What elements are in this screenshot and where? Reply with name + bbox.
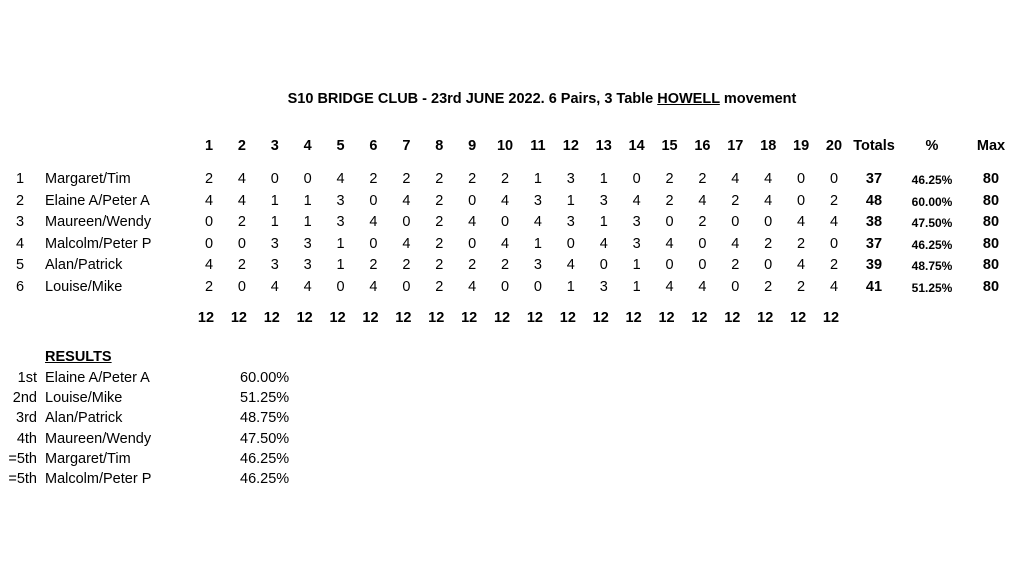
score-cell: 3: [336, 214, 345, 231]
score-cell: 0: [731, 279, 740, 295]
pair-total: 38: [865, 214, 883, 231]
score-cell: 4: [237, 171, 246, 187]
score-cell: 2: [435, 171, 444, 187]
score-cell: 3: [632, 214, 641, 231]
score-cell: 2: [369, 257, 378, 274]
pair-max: 80: [982, 279, 1000, 295]
result-name: Malcolm/Peter P: [45, 471, 152, 487]
pair-name: Elaine A/Peter A: [45, 192, 150, 209]
score-cell: 4: [566, 257, 575, 274]
board-header: 16: [694, 138, 711, 154]
result-name: Elaine A/Peter A: [45, 370, 150, 386]
board-header: 12: [562, 138, 579, 154]
score-cell: 4: [303, 279, 312, 295]
result-percent: 51.25%: [240, 390, 290, 407]
score-cell: 3: [533, 192, 542, 209]
score-cell: 0: [204, 214, 214, 231]
score-cell: 4: [468, 279, 477, 295]
totals-header: Totals: [853, 138, 895, 154]
result-name: Alan/Patrick: [45, 410, 123, 427]
board-total: 12: [461, 310, 478, 326]
score-cell: 2: [435, 235, 444, 252]
score-cell: 0: [566, 235, 575, 252]
score-cell: 2: [797, 235, 806, 252]
score-cell: 4: [336, 171, 345, 187]
score-cell: 2: [731, 257, 740, 274]
result-name: Maureen/Wendy: [45, 430, 152, 447]
board-header: 9: [468, 138, 477, 154]
result-place: 2nd: [12, 390, 37, 407]
score-cell: 0: [829, 235, 839, 252]
board-header: 6: [369, 138, 378, 154]
score-cell: 2: [369, 171, 378, 187]
score-cell: 4: [698, 279, 707, 295]
score-cell: 2: [764, 279, 773, 295]
board-total: 12: [362, 310, 379, 326]
result-percent: 47.50%: [240, 430, 290, 447]
score-cell: 1: [270, 192, 279, 209]
score-cell: 4: [632, 192, 641, 209]
score-cell: 2: [402, 257, 411, 274]
score-cell: 2: [764, 235, 773, 252]
score-cell: 0: [402, 214, 411, 231]
score-cell: 4: [731, 171, 740, 187]
result-percent: 60.00%: [240, 370, 290, 386]
pair-percent: 51.25%: [911, 281, 953, 295]
score-cell: 0: [369, 192, 378, 209]
board-header: 15: [661, 138, 678, 154]
board-total: 12: [757, 310, 774, 326]
board-total: 12: [790, 310, 807, 326]
score-cell: 2: [435, 192, 444, 209]
board-total: 12: [197, 310, 215, 326]
board-total: 12: [526, 310, 543, 326]
pair-name: Louise/Mike: [45, 279, 123, 295]
pair-number: 3: [15, 214, 25, 231]
board-header: 14: [628, 138, 645, 154]
board-total: 12: [724, 310, 741, 326]
board-total: 12: [263, 310, 280, 326]
pair-number: 4: [15, 235, 25, 252]
score-cell: 2: [204, 279, 214, 295]
title-text-before: S10 BRIDGE CLUB - 23rd JUNE 2022. 6 Pairs, 3 Table: [287, 91, 658, 107]
score-cell: 0: [665, 214, 674, 231]
board-header: 11: [530, 138, 546, 154]
score-cell: 2: [698, 171, 707, 187]
pair-percent: 46.25%: [911, 173, 953, 187]
score-cell: 3: [270, 235, 279, 252]
score-cell: 4: [797, 257, 806, 274]
board-total: 12: [625, 310, 642, 326]
board-header: 3: [270, 138, 279, 154]
score-cell: 1: [336, 235, 345, 252]
score-cell: 2: [237, 214, 246, 231]
score-cell: 4: [402, 235, 411, 252]
score-cell: 0: [632, 171, 641, 187]
board-total: 12: [493, 310, 511, 326]
score-cell: 1: [632, 279, 641, 295]
title-movement-name: HOWELL: [657, 91, 720, 107]
result-place: 3rd: [16, 410, 37, 427]
board-header: 13: [595, 138, 612, 154]
board-header: 8: [435, 138, 444, 154]
score-cell: 4: [270, 279, 279, 295]
score-cell: 2: [698, 214, 707, 231]
board-header: 20: [825, 138, 843, 154]
pair-number: 2: [15, 192, 25, 209]
score-cell: 2: [468, 257, 477, 274]
board-header: 17: [727, 138, 744, 154]
score-cell: 2: [665, 192, 674, 209]
page-title: [0, 91, 1024, 107]
board-header: 1: [204, 138, 214, 154]
pair-name: Maureen/Wendy: [45, 214, 152, 231]
result-name: Margaret/Tim: [45, 450, 131, 467]
result-name: Louise/Mike: [45, 390, 123, 407]
score-cell: 4: [204, 257, 214, 274]
board-header: 7: [402, 138, 411, 154]
board-total: 12: [559, 310, 576, 326]
pair-total: 37: [865, 235, 883, 252]
score-cell: 2: [501, 257, 510, 274]
score-cell: 0: [829, 171, 839, 187]
score-cell: 1: [303, 214, 312, 231]
pair-number: 5: [15, 257, 25, 274]
board-header: 10: [496, 138, 514, 154]
score-cell: 1: [632, 257, 641, 274]
board-total: 12: [691, 310, 708, 326]
score-cell: 0: [797, 171, 806, 187]
result-place: =5th: [8, 450, 37, 467]
score-cell: 3: [270, 257, 279, 274]
score-cell: 0: [468, 192, 477, 209]
score-cell: 1: [566, 279, 575, 295]
score-cell: 2: [402, 171, 411, 187]
board-header: 2: [237, 138, 246, 154]
results-heading: RESULTS: [45, 349, 112, 365]
score-cell: 0: [402, 279, 411, 295]
score-cell: 0: [797, 192, 806, 209]
score-cell: 1: [336, 257, 345, 274]
result-percent: 46.25%: [240, 471, 290, 487]
pair-total: 48: [865, 192, 883, 209]
score-cell: 3: [566, 214, 575, 231]
score-cell: 0: [501, 279, 510, 295]
score-cell: 4: [468, 214, 477, 231]
score-cell: 0: [665, 257, 674, 274]
title-text-after: movement: [719, 91, 797, 107]
score-cell: 3: [632, 235, 641, 252]
score-cell: 0: [731, 214, 740, 231]
score-cell: 3: [303, 257, 312, 274]
score-cell: 4: [797, 214, 806, 231]
score-cell: 0: [204, 235, 214, 252]
board-total: 12: [230, 310, 247, 326]
score-cell: 0: [501, 214, 510, 231]
score-cell: 4: [369, 214, 378, 231]
score-cell: 4: [665, 279, 674, 295]
pair-total: 37: [865, 171, 883, 187]
score-cell: 3: [599, 279, 608, 295]
score-cell: 4: [829, 279, 839, 295]
pair-number: 1: [15, 171, 25, 187]
score-cell: 0: [533, 279, 542, 295]
score-cell: 2: [435, 214, 444, 231]
score-cell: 4: [533, 214, 542, 231]
score-cell: 4: [731, 235, 740, 252]
score-cell: 1: [533, 235, 542, 252]
score-cell: 0: [270, 171, 279, 187]
board-total: 12: [822, 310, 840, 326]
score-cell: 0: [764, 257, 773, 274]
score-cell: 2: [501, 171, 510, 187]
pair-max: 80: [982, 171, 1000, 187]
score-cell: 1: [533, 171, 542, 187]
pair-percent: 48.75%: [911, 259, 953, 274]
board-header: 4: [303, 138, 312, 154]
score-cell: 4: [501, 192, 510, 209]
board-total: 12: [658, 310, 675, 326]
score-cell: 4: [599, 235, 608, 252]
result-place: 4th: [16, 430, 37, 447]
board-header: 19: [793, 138, 810, 154]
score-cell: 4: [369, 279, 378, 295]
score-cell: 4: [829, 214, 839, 231]
score-cell: 2: [204, 171, 214, 187]
score-cell: 2: [829, 257, 839, 274]
score-cell: 3: [336, 192, 345, 209]
score-cell: 4: [402, 192, 411, 209]
pair-name: Alan/Patrick: [45, 257, 123, 274]
result-percent: 48.75%: [240, 410, 290, 427]
pair-max: 80: [982, 235, 1000, 252]
score-cell: 4: [237, 192, 246, 209]
score-cell: 2: [237, 257, 246, 274]
pair-max: 80: [982, 214, 1000, 231]
board-header: 5: [336, 138, 345, 154]
score-cell: 0: [599, 257, 608, 274]
score-cell: 2: [665, 171, 674, 187]
score-cell: 2: [797, 279, 806, 295]
score-cell: 2: [829, 192, 839, 209]
max-header: Max: [976, 138, 1006, 154]
score-cell: 4: [698, 192, 707, 209]
score-cell: 1: [303, 192, 312, 209]
score-cell: 2: [435, 257, 444, 274]
board-header: 18: [760, 138, 777, 154]
percent-header: %: [925, 138, 939, 154]
score-cell: 0: [698, 235, 707, 252]
score-cell: 4: [501, 235, 510, 252]
score-cell: 2: [435, 279, 444, 295]
board-total: 12: [329, 310, 346, 326]
score-cell: 4: [764, 171, 773, 187]
pair-name: Margaret/Tim: [45, 171, 131, 187]
pair-total: 39: [865, 257, 883, 274]
score-cell: 2: [731, 192, 740, 209]
pair-max: 80: [982, 192, 1000, 209]
score-cell: 0: [764, 214, 773, 231]
score-cell: 3: [533, 257, 542, 274]
pair-percent: 47.50%: [911, 216, 953, 231]
score-cell: 0: [468, 235, 477, 252]
score-cell: 0: [698, 257, 707, 274]
score-cell: 3: [566, 171, 575, 187]
result-place: =5th: [8, 471, 37, 487]
board-total: 12: [428, 310, 445, 326]
score-cell: 1: [599, 214, 608, 231]
result-place: 1st: [17, 370, 37, 386]
board-total: 12: [395, 310, 412, 326]
pair-percent: 46.25%: [911, 237, 953, 252]
pair-number: 6: [15, 279, 25, 295]
pair-max: 80: [982, 257, 1000, 274]
board-total: 12: [296, 310, 313, 326]
result-percent: 46.25%: [240, 450, 290, 467]
score-cell: 0: [237, 235, 246, 252]
score-cell: 1: [270, 214, 279, 231]
pair-name: Malcolm/Peter P: [45, 235, 152, 252]
score-cell: 2: [468, 171, 477, 187]
score-cell: 4: [204, 192, 214, 209]
score-cell: 4: [665, 235, 674, 252]
pair-percent: 60.00%: [911, 194, 953, 209]
pair-total: 41: [865, 279, 883, 295]
score-cell: 1: [599, 171, 608, 187]
score-cell: 3: [303, 235, 312, 252]
score-cell: 4: [764, 192, 773, 209]
score-cell: 0: [336, 279, 345, 295]
score-cell: 1: [566, 192, 575, 209]
score-cell: 0: [303, 171, 312, 187]
score-cell: 0: [237, 279, 246, 295]
score-cell: 0: [369, 235, 378, 252]
board-total: 12: [592, 310, 609, 326]
score-cell: 3: [599, 192, 608, 209]
